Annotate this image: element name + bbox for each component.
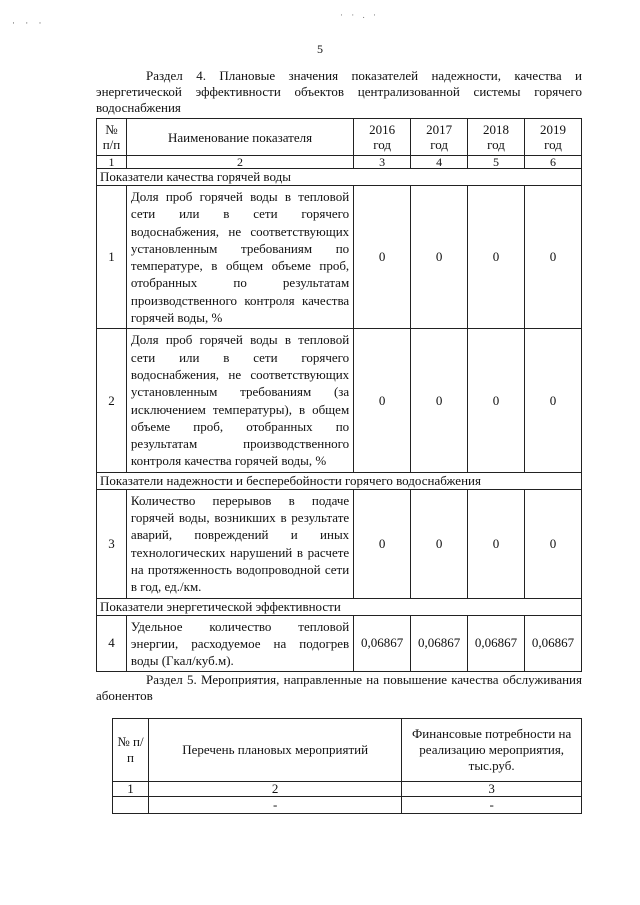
header-num: № п/п — [113, 719, 149, 782]
column-number: 3 — [354, 156, 411, 169]
measures-table — [112, 718, 582, 814]
header-list: Перечень плановых мероприятий — [148, 719, 401, 782]
group-row — [97, 169, 582, 186]
column-number: 2 — [148, 782, 401, 797]
row-value: 0,06867 — [411, 615, 468, 672]
column-number: 3 — [402, 782, 582, 797]
row-value: 0 — [468, 489, 525, 598]
row-num: 3 — [97, 489, 127, 598]
group-title: Показатели надежности и бесперебойности горячего водоснабжения — [97, 472, 582, 489]
header-year: 2019 год — [525, 119, 582, 156]
column-number: 1 — [97, 156, 127, 169]
column-numbers-row — [113, 782, 582, 797]
row-num: 2 — [97, 329, 127, 472]
column-number: 6 — [525, 156, 582, 169]
row-value: 0 — [468, 186, 525, 329]
row-value: 0 — [525, 329, 582, 472]
row-name: Доля проб горячей воды в тепловой сети или в сети горячего водоснабжения, не соответствующих установленным требованиям (за исключением температуры), в общем объеме проб, отобранных по результатам производственного контроля качества горячей воды, % — [126, 329, 353, 472]
row-value: 0 — [354, 329, 411, 472]
group-row — [97, 472, 582, 489]
header-name: Наименование показателя — [126, 119, 353, 156]
group-title: Показатели качества горячей воды — [97, 169, 582, 186]
header-finance: Финансовые потребности на реализацию мероприятия, тыс.руб. — [402, 719, 582, 782]
row-name: Доля проб горячей воды в тепловой сети или в сети горячего водоснабжения, не соответствующих установленным требованиям по температуре, в общем объеме проб, отобранных по результатам производственного контроля качества горячей воды, % — [126, 186, 353, 329]
row-name: Удельное количество тепловой энергии, расходуемое на подогрев воды (Гкал/куб.м). — [126, 615, 353, 672]
table-row — [97, 186, 582, 329]
row-value: 0 — [411, 186, 468, 329]
scan-specks: · · . · — [340, 10, 379, 20]
row-num: 4 — [97, 615, 127, 672]
row-value: 0,06867 — [525, 615, 582, 672]
row-value: 0 — [354, 489, 411, 598]
row-num — [113, 797, 149, 814]
table-row — [97, 489, 582, 598]
header-year: 2016 год — [354, 119, 411, 156]
row-list: - — [148, 797, 401, 814]
scan-specks: · · · — [12, 18, 46, 28]
section4-heading: Раздел 4. Плановые значения показателей надежности, качества и энергетической эффективности объектов централизованной системы горячего водоснабжения — [96, 68, 582, 115]
header-year: 2017 год — [411, 119, 468, 156]
section5-heading: Раздел 5. Мероприятия, направленные на повышение качества обслуживания абонентов — [96, 672, 582, 703]
column-number: 1 — [113, 782, 149, 797]
indicators-table — [96, 118, 582, 672]
column-number: 2 — [126, 156, 353, 169]
row-name: Количество перерывов в подаче горячей воды, возникших в результате аварий, повреждений и иных технологических нарушений в расчете на протяженность водопроводной сети в год, ед./км. — [126, 489, 353, 598]
column-number: 5 — [468, 156, 525, 169]
column-numbers-row — [97, 156, 582, 169]
table-header-row — [113, 719, 582, 782]
row-value: 0,06867 — [354, 615, 411, 672]
group-title: Показатели энергетической эффективности — [97, 598, 582, 615]
table-row — [97, 615, 582, 672]
table-header-row — [97, 119, 582, 156]
column-number: 4 — [411, 156, 468, 169]
table-row — [113, 797, 582, 814]
header-num: № п/п — [97, 119, 127, 156]
row-value: 0 — [411, 329, 468, 472]
row-finance: - — [402, 797, 582, 814]
table-row — [97, 329, 582, 472]
row-value: 0 — [525, 489, 582, 598]
row-value: 0 — [525, 186, 582, 329]
row-value: 0 — [468, 329, 525, 472]
row-value: 0,06867 — [468, 615, 525, 672]
row-value: 0 — [354, 186, 411, 329]
group-row — [97, 598, 582, 615]
row-num: 1 — [97, 186, 127, 329]
page-number: 5 — [317, 42, 323, 56]
header-year: 2018 год — [468, 119, 525, 156]
row-value: 0 — [411, 489, 468, 598]
